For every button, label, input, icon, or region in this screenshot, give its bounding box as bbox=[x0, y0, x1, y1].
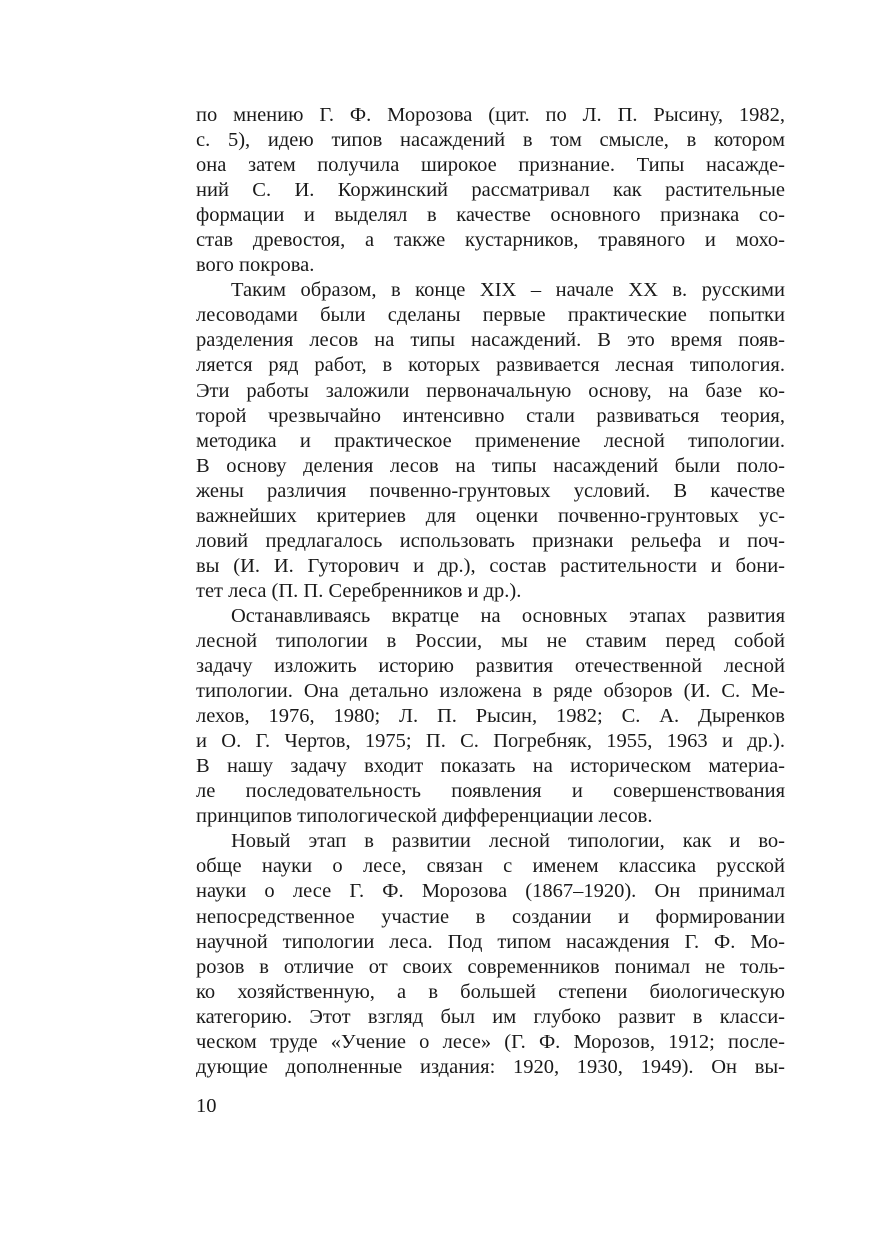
text-line: принципов типологической дифференциации лесов. bbox=[196, 805, 653, 828]
text-line: ле последовательность появления и совершенствования bbox=[196, 780, 785, 803]
text-line: Эти работы заложили первоначальную основу, на базе ко- bbox=[196, 379, 785, 402]
text-line: торой чрезвычайно интенсивно стали развиваться теория, bbox=[196, 404, 785, 427]
body-text bbox=[196, 103, 785, 1080]
text-line: ко хозяйственную, а в большей степени биологическую bbox=[196, 980, 785, 1003]
text-line: разделения лесов на типы насаждений. В это время появ- bbox=[196, 329, 785, 352]
text-line: и О. Г. Чертов, 1975; П. С. Погребняк, 1955, 1963 и др.). bbox=[196, 730, 785, 753]
text-line: науки о лесе Г. Ф. Морозова (1867–1920). Он принимал bbox=[196, 880, 785, 903]
text-line: ляется ряд работ, в которых развивается лесная типология. bbox=[196, 354, 785, 377]
text-line: ческом труде «Учение о лесе» (Г. Ф. Морозов, 1912; после- bbox=[196, 1030, 785, 1053]
text-line: научной типологии леса. Под типом насаждения Г. Ф. Мо- bbox=[196, 930, 785, 953]
text-line: ний С. И. Коржинский рассматривал как растительные bbox=[196, 179, 785, 202]
text-line: В нашу задачу входит показать на историческом материа- bbox=[196, 755, 785, 778]
text-line: формации и выделял в качестве основного признака со- bbox=[196, 204, 785, 227]
text-line: лесной типологии в России, мы не ставим перед собой bbox=[196, 629, 785, 652]
text-line: В основу деления лесов на типы насаждений были поло- bbox=[196, 454, 785, 477]
text-line: ловий предлагалось использовать признаки рельефа и поч- bbox=[196, 529, 785, 552]
text-line: Останавливаясь вкратце на основных этапах развития bbox=[231, 604, 785, 627]
text-line: став древостоя, а также кустарников, травяного и мохо- bbox=[196, 229, 785, 252]
text-line: жены различия почвенно-грунтовых условий. В качестве bbox=[196, 479, 785, 502]
text-line: по мнению Г. Ф. Морозова (цит. по Л. П. Рысину, 1982, bbox=[196, 104, 785, 126]
text-line: методика и практическое применение лесной типологии. bbox=[196, 429, 785, 452]
text-line: типологии. Она детально изложена в ряде обзоров (И. С. Ме- bbox=[196, 680, 785, 703]
text-line: Таким образом, в конце XIX – начале XX в. русскими bbox=[231, 279, 785, 302]
text-line: задачу изложить историю развития отечественной лесной bbox=[196, 655, 785, 678]
text-line: категорию. Этот взгляд был им глубоко развит в класси- bbox=[196, 1005, 785, 1028]
text-line: лехов, 1976, 1980; Л. П. Рысин, 1982; С. А. Дыренков bbox=[196, 705, 785, 728]
text-line: Новый этап в развитии лесной типологии, как и во- bbox=[231, 830, 785, 853]
text-line: непосредственное участие в создании и формировании bbox=[196, 905, 785, 928]
text-line: с. 5), идею типов насаждений в том смысле, в котором bbox=[196, 129, 785, 152]
text-line: важнейших критериев для оценки почвенно-грунтовых ус- bbox=[196, 504, 785, 527]
text-line: обще науки о лесе, связан с именем классика русской bbox=[196, 855, 785, 878]
text-line: вого покрова. bbox=[196, 254, 315, 277]
text-line: розов в отличие от своих современников понимал не толь- bbox=[196, 955, 785, 978]
text-line: она затем получила широкое признание. Типы насажде- bbox=[196, 154, 785, 177]
text-line: дующие дополненные издания: 1920, 1930, 1949). Он вы- bbox=[196, 1055, 785, 1078]
text-line: вы (И. И. Гуторович и др.), состав растительности и бони- bbox=[196, 554, 785, 577]
text-line: тет леса (П. П. Серебренников и др.). bbox=[196, 579, 522, 602]
page-number: 10 bbox=[196, 1095, 217, 1117]
text-line: лесоводами были сделаны первые практические попытки bbox=[196, 304, 785, 327]
